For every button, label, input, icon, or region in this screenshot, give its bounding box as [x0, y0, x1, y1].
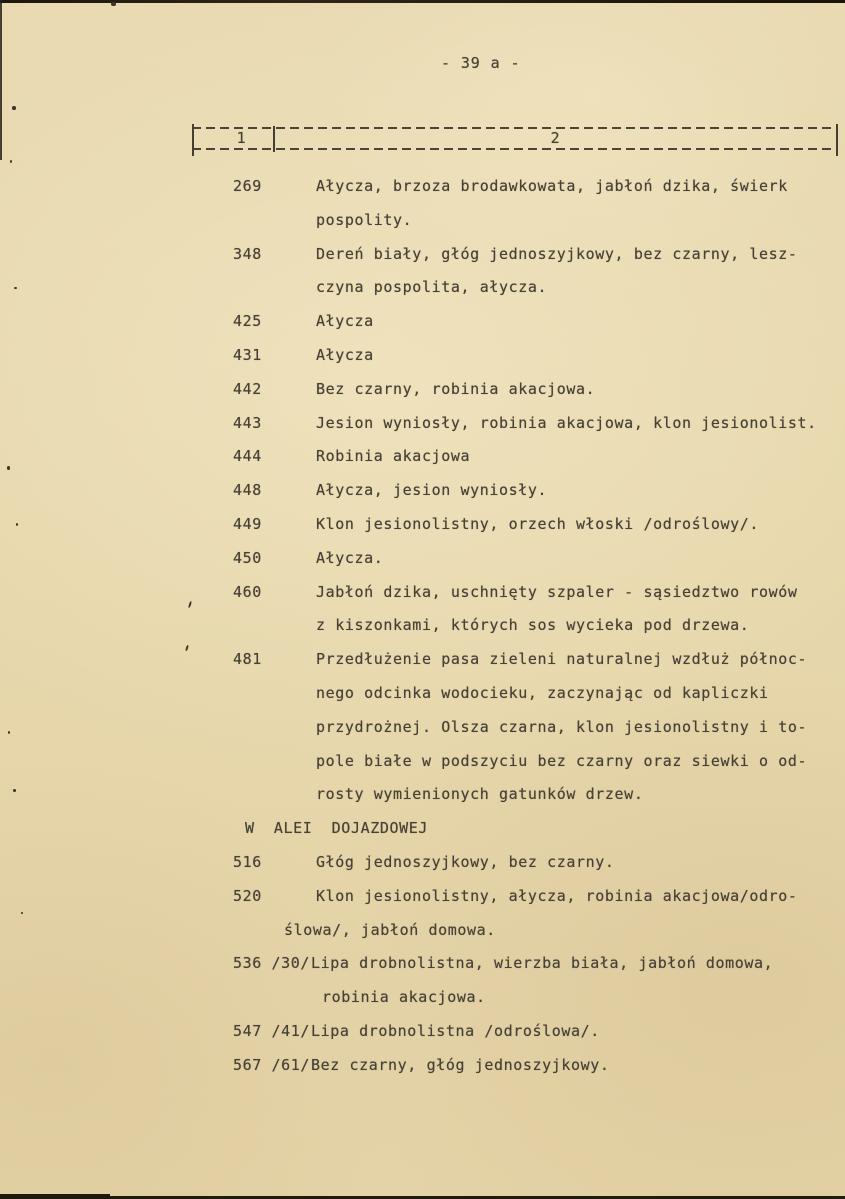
row-text: Klon jesionolistny, ałycza, robinia akacjowa/odro-: [316, 886, 798, 905]
row-text: Głóg jednoszyjkowy, bez czarny.: [316, 852, 615, 871]
table-row: [0, 338, 845, 372]
row-text: Ałycza: [316, 312, 374, 331]
table-row-continuation: [0, 608, 845, 642]
row-text: Robinia akacjowa: [316, 447, 471, 466]
table-row: [0, 169, 845, 203]
table-row-continuation: [0, 777, 845, 811]
row-text: przydrożnej. Olsza czarna, klon jesionolistny i to-: [316, 717, 808, 736]
row-text: ślowa/, jabłoń domowa.: [284, 920, 496, 939]
row-number: 536 /30/: [233, 954, 311, 973]
row-text: czyna pospolita, ałycza.: [316, 278, 548, 297]
row-number: 450: [233, 548, 262, 567]
scan-speck: [111, 2, 116, 6]
row-number: 444: [233, 447, 262, 466]
column-1-label: 1: [236, 129, 247, 147]
row-number: 431: [233, 345, 262, 364]
table-row: [0, 642, 845, 676]
row-number: 449: [233, 514, 262, 533]
scan-edge-left: [0, 0, 2, 160]
table-row: [0, 406, 845, 440]
row-number: 567 /61/: [233, 1055, 311, 1074]
row-text: pospolity.: [316, 210, 413, 229]
scan-edge-top: [0, 0, 845, 3]
table-row: [0, 507, 845, 541]
table-row-continuation: [0, 980, 845, 1014]
row-text: nego odcinka wodocieku, zaczynając od kapliczki: [316, 683, 769, 702]
row-text: pole białe w podszyciu bez czarny oraz siewki o od-: [316, 751, 808, 770]
row-number: 547 /41/: [233, 1021, 311, 1040]
page-number: - 39 a -: [441, 54, 521, 72]
row-number: 460: [233, 582, 262, 601]
row-text: Jabłoń dzika, uschnięty szpaler - sąsiedztwo rowów: [316, 582, 798, 601]
row-text: Przedłużenie pasa zieleni naturalnej wzdłuż północ-: [316, 650, 808, 669]
table-row-continuation: [0, 203, 845, 237]
table-row: [0, 473, 845, 507]
table-row: [0, 541, 845, 575]
table-row-continuation: [0, 270, 845, 304]
scan-speck: [10, 160, 12, 163]
table-row-continuation: [0, 710, 845, 744]
row-text: Ałycza, brzoza brodawkowata, jabłoń dzika, świerk: [316, 177, 788, 195]
header-dashed-line-bottom: [192, 148, 838, 150]
table-row: [0, 1014, 845, 1048]
table-column-header: [192, 121, 838, 155]
scan-edge-bottom-left: [0, 1194, 110, 1199]
row-text: Ałycza: [316, 345, 374, 364]
table-row-continuation: [0, 744, 845, 778]
row-text: Bez czarny, głóg jednoszyjkowy.: [311, 1055, 610, 1074]
row-number: 269: [233, 177, 262, 195]
section-header-row: [0, 811, 845, 845]
row-number: 481: [233, 650, 262, 669]
row-number: 443: [233, 413, 262, 432]
row-text: Klon jesionolistny, orzech włoski /odroślowy/.: [316, 514, 760, 533]
row-text: rosty wymienionych gatunków drzew.: [316, 785, 644, 804]
row-text: Bez czarny, robinia akacjowa.: [316, 379, 596, 398]
table-row: [0, 946, 845, 980]
row-number: 348: [233, 244, 262, 263]
table-row: [0, 1048, 845, 1082]
row-text: Dereń biały, głóg jednoszyjkowy, bez czarny, lesz-: [316, 244, 798, 263]
row-text: Ałycza.: [316, 548, 384, 567]
table-row-continuation: [0, 676, 845, 710]
row-number: 520: [233, 886, 262, 905]
table-row: [0, 237, 845, 271]
row-text: Jesion wyniosły, robinia akacjowa, klon jesionolist.: [316, 413, 817, 432]
column-2-label: 2: [550, 129, 561, 147]
table-row: [0, 845, 845, 879]
row-text: robinia akacjowa.: [322, 988, 486, 1007]
row-text: z kiszonkami, których sos wycieka pod drzewa.: [316, 616, 750, 635]
table-row: [0, 575, 845, 609]
table-row: [0, 304, 845, 338]
scan-speck: [12, 106, 16, 110]
row-text: Lipa drobnolistna /odroślowa/.: [311, 1021, 600, 1040]
document-body: [0, 169, 845, 1082]
table-row: [0, 439, 845, 473]
table-row-continuation: [0, 913, 845, 947]
row-text: Ałycza, jesion wyniosły.: [316, 481, 548, 500]
table-row: [0, 879, 845, 913]
row-number: 425: [233, 312, 262, 331]
section-header: W ALEI DOJAZDOWEJ: [245, 819, 428, 838]
row-number: 516: [233, 852, 262, 871]
row-number: 448: [233, 481, 262, 500]
row-text: Lipa drobnolistna, wierzba biała, jabłoń domowa,: [311, 954, 774, 973]
row-number: 442: [233, 379, 262, 398]
table-row: [0, 372, 845, 406]
